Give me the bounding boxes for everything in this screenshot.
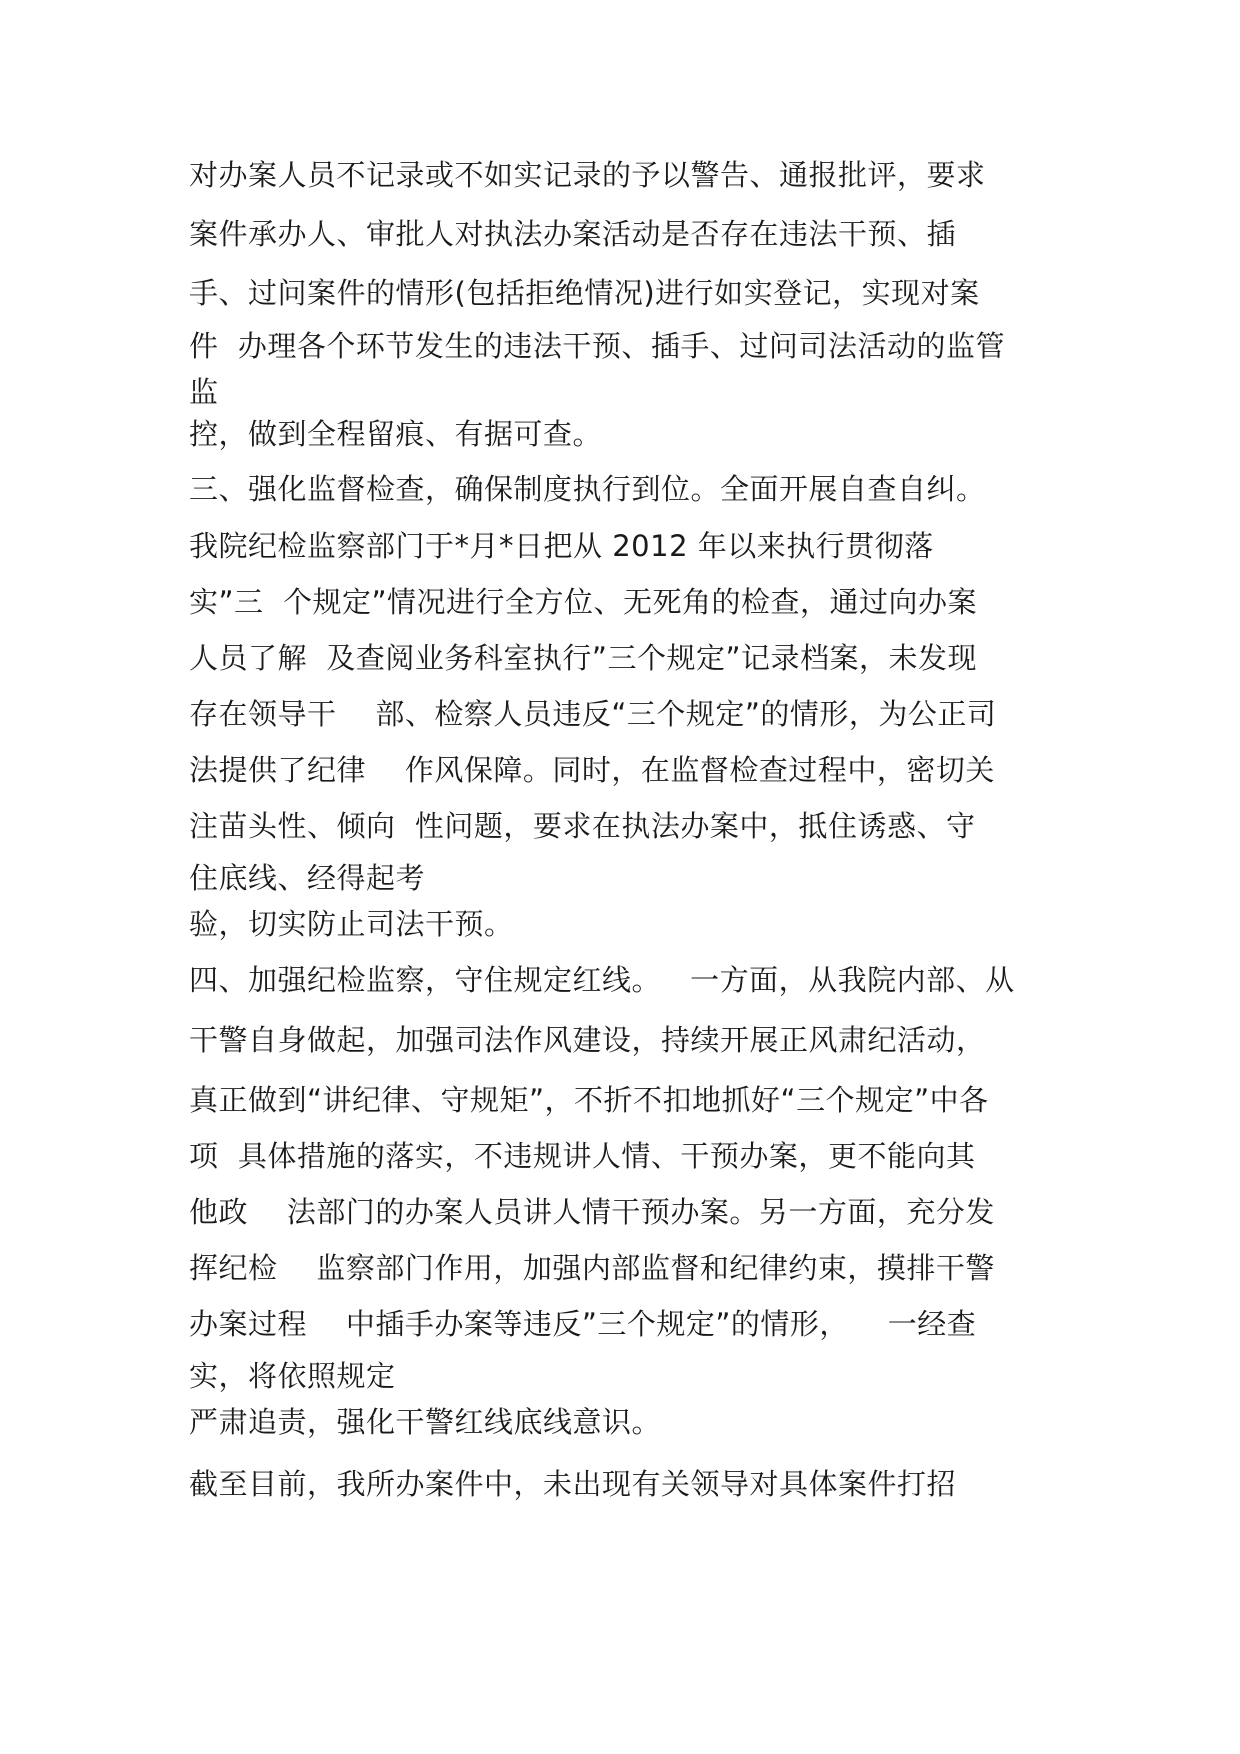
text-line: 注苗头性、倾向 性问题，要求在执法办案中，抵住诱惑、守 xyxy=(189,809,976,843)
text-line: 住底线、经得起考 xyxy=(189,861,426,895)
text-line: 控，做到全程留痕、有据可查。 xyxy=(189,417,603,451)
text-line: 截至目前，我所办案件中，未出现有关领导对具体案件打招 xyxy=(189,1467,957,1501)
text-line: 件 办理各个环节发生的违法干预、插手、过问司法活动的监管 xyxy=(189,329,1005,363)
text-line: 办案过程 中插手办案等违反”三个规定”的情形， 一经查 xyxy=(189,1307,977,1341)
text-line: 项 具体措施的落实，不违规讲人情、干预办案，更不能向其 xyxy=(189,1139,976,1173)
text-line: 法提供了纪律 作风保障。同时，在监督检查过程中，密切关 xyxy=(189,753,995,787)
text-line: 四、加强纪检监察，守住规定红线。 一方面，从我院内部、从 xyxy=(189,963,1015,997)
text-line: 挥纪检 监察部门作用，加强内部监督和纪律约束，摸排干警 xyxy=(189,1251,995,1285)
text-line: 实，将依照规定 xyxy=(189,1359,396,1393)
text-line: 三、强化监督检查，确保制度执行到位。全面开展自查自纠。 xyxy=(189,472,986,506)
text-line: 真正做到“讲纪律、守规矩”，不折不扣地抓好“三个规定”中各 xyxy=(189,1083,989,1117)
text-line: 案件承办人、审批人对执法办案活动是否存在违法干预、插 xyxy=(189,217,957,251)
text-line: 干警自身做起，加强司法作风建设，持续开展正风肃纪活动， xyxy=(189,1023,986,1057)
text-line: 手、过问案件的情形(包括拒绝情况)进行如实登记，实现对案 xyxy=(189,276,980,310)
text-line: 严肃追责，强化干警红线底线意识。 xyxy=(189,1405,662,1439)
text-line: 他政 法部门的办案人员讲人情干预办案。另一方面，充分发 xyxy=(189,1195,995,1229)
text-line: 监 xyxy=(189,375,219,409)
text-line: 我院纪检监察部门于*月*日把从 2012 年以来执行贯彻落 xyxy=(189,529,934,563)
text-line: 人员了解 及查阅业务科室执行”三个规定”记录档案，未发现 xyxy=(189,641,977,675)
text-line: 实”三 个规定”情况进行全方位、无死角的检查，通过向办案 xyxy=(189,585,977,619)
text-line: 对办案人员不记录或不如实记录的予以警告、通报批评，要求 xyxy=(189,158,986,192)
text-line: 存在领导干 部、检察人员违反“三个规定”的情形，为公正司 xyxy=(189,697,997,731)
text-line: 验，切实防止司法干预。 xyxy=(189,907,514,941)
